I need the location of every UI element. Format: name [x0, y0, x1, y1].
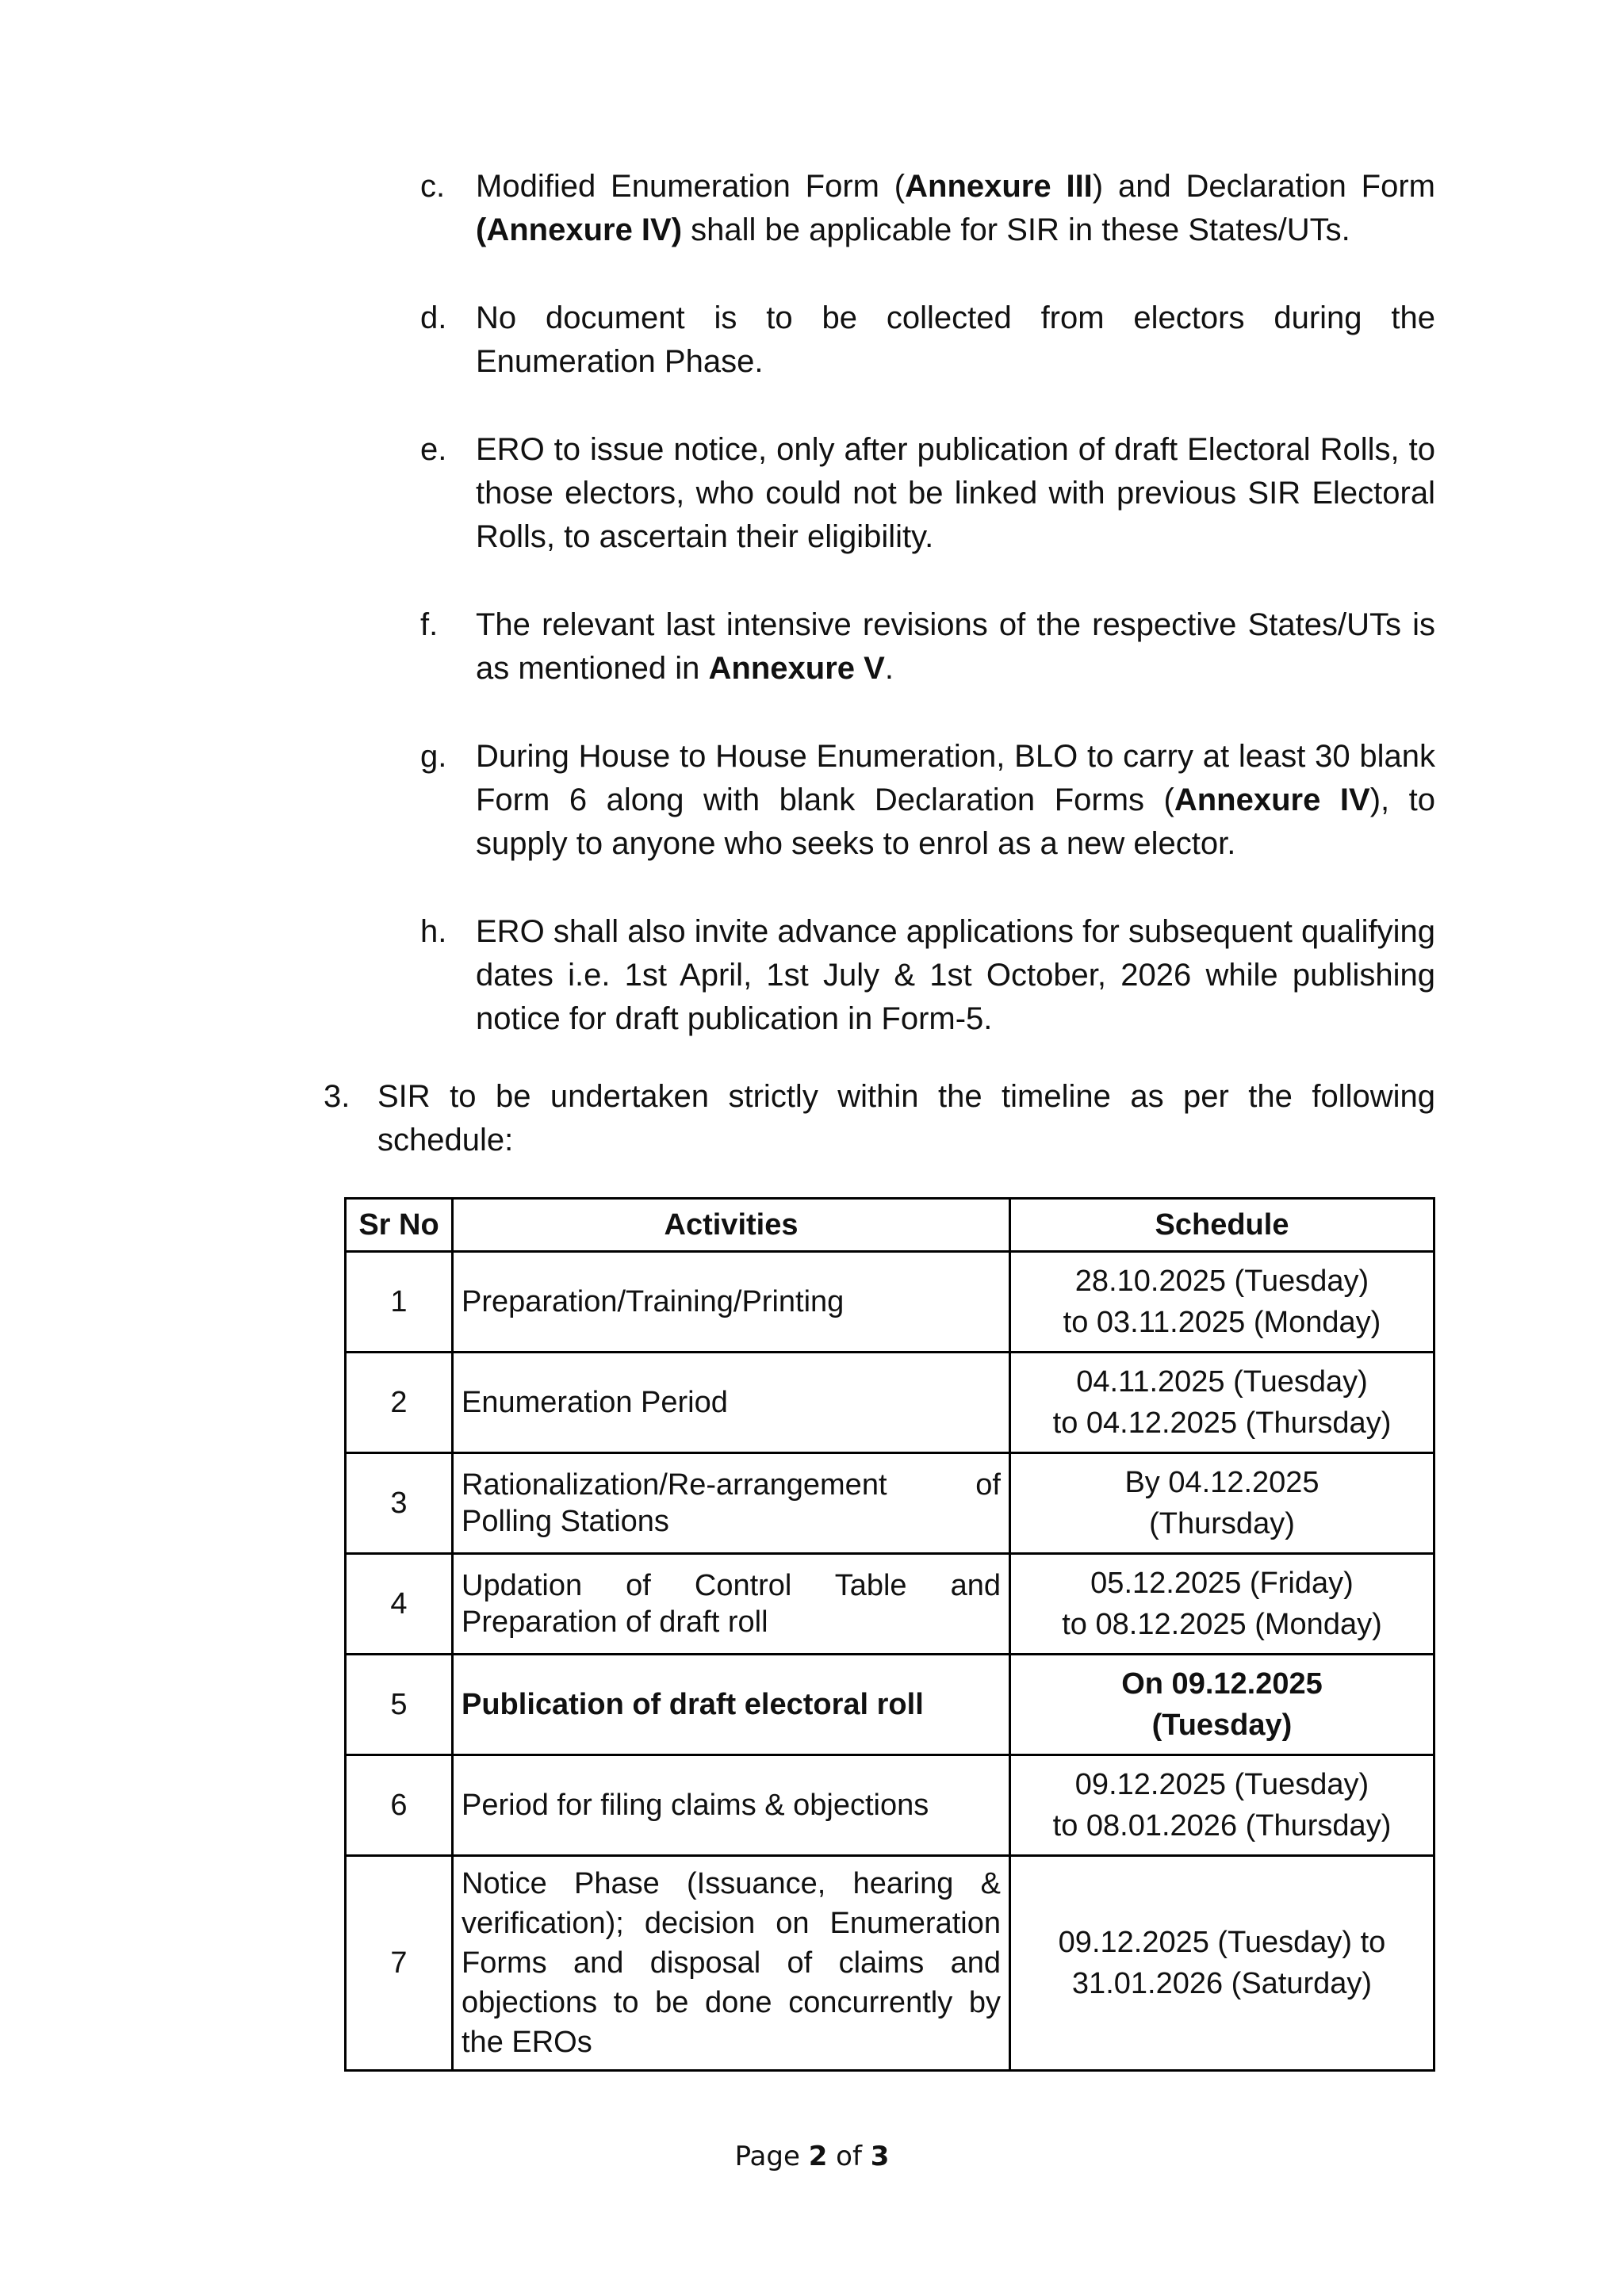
list-marker: h. — [420, 914, 447, 949]
list-item-text: Modified Enumeration Form (Annexure III) and Declaration Form (Annexure IV) shall be applicable for SIR in these States/UTs. — [476, 169, 1435, 247]
sub-item-f — [420, 603, 1435, 691]
table-row — [346, 1554, 1434, 1655]
sub-item-c — [420, 165, 1435, 252]
cell-activity: Period for filing claims & objections — [453, 1755, 1010, 1856]
table-row — [346, 1453, 1434, 1554]
sub-item-e — [420, 428, 1435, 559]
list-item-text: No document is to be collected from electors during the Enumeration Phase. — [476, 300, 1435, 379]
cell-sr: 2 — [346, 1353, 453, 1453]
cell-sr: 1 — [346, 1252, 453, 1353]
sub-item-d — [420, 297, 1435, 384]
list-item-text: ERO shall also invite advance applications for subsequent qualifying dates i.e. 1st April, 1st July & 1st October, 2026 while publishing notice for draft publication in Form-5. — [476, 914, 1435, 1036]
header-activities: Activities — [453, 1199, 1010, 1252]
list-marker: f. — [420, 607, 439, 642]
table-row — [346, 1353, 1434, 1453]
table-row — [346, 1252, 1434, 1353]
list-marker: g. — [420, 739, 447, 774]
list-item-text: The relevant last intensive revisions of the respective States/UTs is as mentioned in Annexure V. — [476, 607, 1435, 686]
cell-activity: Updation of Control Table and Preparation of draft roll — [453, 1554, 1010, 1655]
table-row — [346, 1856, 1434, 2071]
cell-schedule: By 04.12.2025 (Thursday) — [1010, 1453, 1434, 1554]
list-marker: d. — [420, 300, 447, 335]
page-number-footer: Page 2 of 3 — [734, 2141, 890, 2172]
cell-activity: Rationalization/Re-arrangement of Polling Stations — [453, 1453, 1010, 1554]
table-header-row — [346, 1199, 1434, 1252]
list-marker: 3. — [324, 1079, 350, 1114]
sub-item-h — [420, 910, 1435, 1041]
cell-sr: 4 — [346, 1554, 453, 1655]
cell-schedule: 09.12.2025 (Tuesday) to 31.01.2026 (Saturday) — [1010, 1856, 1434, 2071]
header-sr-no: Sr No — [346, 1199, 453, 1252]
cell-schedule: 09.12.2025 (Tuesday) to 08.01.2026 (Thursday) — [1010, 1755, 1434, 1856]
cell-schedule: 05.12.2025 (Friday) to 08.12.2025 (Monday) — [1010, 1554, 1434, 1655]
cell-sr: 6 — [346, 1755, 453, 1856]
list-marker: c. — [420, 169, 446, 204]
cell-activity: Publication of draft electoral roll — [453, 1655, 1010, 1755]
cell-sr: 3 — [346, 1453, 453, 1554]
cell-schedule: On 09.12.2025 (Tuesday) — [1010, 1655, 1434, 1755]
main-item-3 — [324, 1075, 1435, 1162]
header-schedule: Schedule — [1010, 1199, 1434, 1252]
table-row — [346, 1755, 1434, 1856]
cell-activity: Enumeration Period — [453, 1353, 1010, 1453]
cell-sr: 5 — [346, 1655, 453, 1755]
schedule-table — [344, 1197, 1435, 2072]
cell-schedule: 28.10.2025 (Tuesday) to 03.11.2025 (Monday) — [1010, 1252, 1434, 1353]
list-item-text: SIR to be undertaken strictly within the timeline as per the following schedule: — [377, 1079, 1435, 1158]
cell-schedule: 04.11.2025 (Tuesday) to 04.12.2025 (Thursday) — [1010, 1353, 1434, 1453]
cell-sr: 7 — [346, 1856, 453, 2071]
list-marker: e. — [420, 432, 447, 467]
cell-activity: Preparation/Training/Printing — [453, 1252, 1010, 1353]
sub-item-g — [420, 735, 1435, 866]
list-item-text: During House to House Enumeration, BLO to carry at least 30 blank Form 6 along with blank Declaration Forms (Annexure IV), to supply to anyone who seeks to enrol as a new elector. — [476, 739, 1436, 861]
sub-item-list — [420, 165, 1435, 1085]
cell-activity: Notice Phase (Issuance, hearing & verification); decision on Enumeration Forms and disposal of claims and objections to be done concurrently by the EROs — [453, 1856, 1010, 2071]
list-item-text: ERO to issue notice, only after publication of draft Electoral Rolls, to those electors, who could not be linked with previous SIR Electoral Rolls, to ascertain their eligibility. — [476, 432, 1435, 554]
table-row — [346, 1655, 1434, 1755]
